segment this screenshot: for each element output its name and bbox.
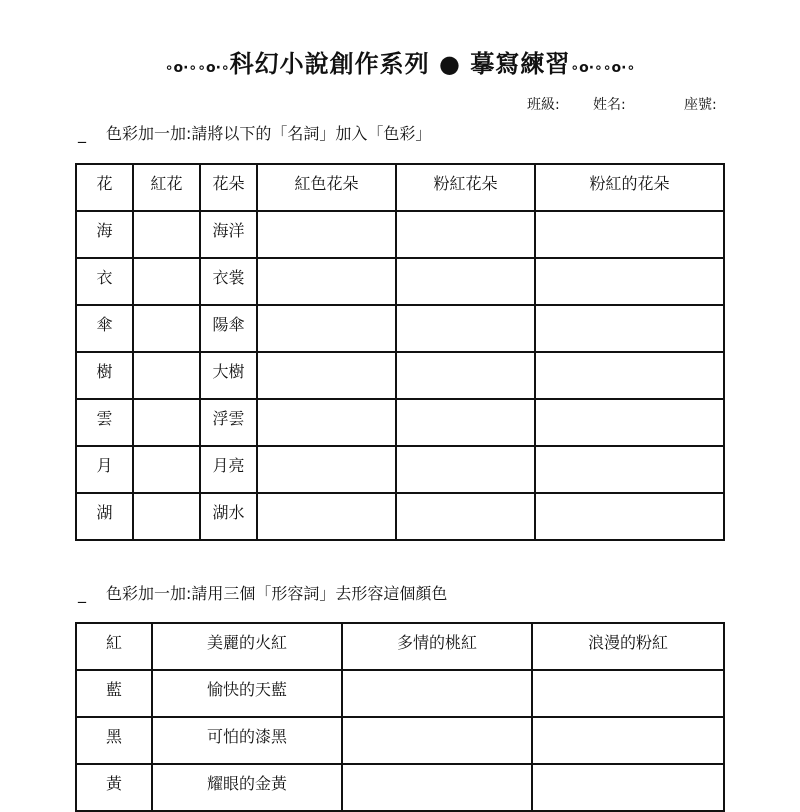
noun-table-cell[interactable] (535, 493, 724, 540)
page-title (0, 44, 800, 79)
noun-table-cell[interactable] (257, 446, 396, 493)
noun-table-cell: 粉紅花朵 (396, 164, 535, 211)
noun-table-cell: 陽傘 (200, 305, 257, 352)
adjective-table-cell: 可怕的漆黑 (152, 717, 342, 764)
noun-table-cell[interactable] (535, 399, 724, 446)
noun-table-cell: 海 (76, 211, 133, 258)
noun-table-cell: 傘 (76, 305, 133, 352)
noun-table-cell[interactable] (535, 446, 724, 493)
noun-table-cell: 花 (76, 164, 133, 211)
noun-table-cell: 紅花 (133, 164, 200, 211)
noun-table-row (76, 493, 724, 540)
noun-table-row (76, 164, 724, 211)
noun-table-cell: 浮雲 (200, 399, 257, 446)
noun-table-cell[interactable] (396, 352, 535, 399)
noun-table-cell[interactable] (535, 305, 724, 352)
noun-table-cell: 雲 (76, 399, 133, 446)
seat-label: 座號: (684, 97, 717, 113)
noun-table-cell[interactable] (396, 305, 535, 352)
noun-table-cell[interactable] (133, 446, 200, 493)
noun-table-cell: 衣 (76, 258, 133, 305)
adjective-table-cell: 美麗的火紅 (152, 623, 342, 670)
noun-table-cell[interactable] (535, 352, 724, 399)
noun-color-table (75, 163, 725, 541)
adjective-table-cell[interactable] (342, 717, 532, 764)
noun-table-cell: 花朵 (200, 164, 257, 211)
noun-table-row (76, 258, 724, 305)
noun-table-cell[interactable] (133, 258, 200, 305)
noun-table-cell[interactable] (133, 211, 200, 258)
noun-table-cell[interactable] (396, 258, 535, 305)
noun-table-cell: 湖 (76, 493, 133, 540)
noun-table-cell[interactable] (133, 399, 200, 446)
adjective-table-cell[interactable] (532, 717, 724, 764)
section2-heading (78, 581, 447, 604)
noun-table-cell[interactable] (396, 493, 535, 540)
noun-table-cell: 月亮 (200, 446, 257, 493)
noun-table-cell[interactable] (257, 399, 396, 446)
noun-table-row (76, 399, 724, 446)
adjective-table-cell[interactable] (532, 670, 724, 717)
noun-table-row (76, 211, 724, 258)
noun-table-cell[interactable] (257, 211, 396, 258)
section2-bullet: _ (78, 584, 86, 603)
adjective-table-cell: 紅 (76, 623, 152, 670)
adjective-table-cell: 藍 (76, 670, 152, 717)
section2-heading-text: 色彩加一加:請用三個「形容詞」去形容這個顏色 (106, 584, 448, 603)
adjective-table-cell: 愉快的天藍 (152, 670, 342, 717)
class-label: 班級: (527, 97, 560, 113)
adjective-table-cell[interactable] (342, 764, 532, 811)
adjective-table-row (76, 623, 724, 670)
title-decoration-right: ∘o·∘∘o·∘ (570, 60, 636, 76)
noun-table-cell[interactable] (133, 305, 200, 352)
adjective-table-cell[interactable] (342, 670, 532, 717)
noun-table-cell[interactable] (396, 211, 535, 258)
adjective-table-cell: 耀眼的金黃 (152, 764, 342, 811)
name-label: 姓名: (593, 97, 626, 113)
noun-table-cell: 粉紅的花朵 (535, 164, 724, 211)
title-decoration-left: ∘o·∘∘o·∘ (164, 60, 230, 76)
noun-table-cell: 衣裳 (200, 258, 257, 305)
noun-table-cell[interactable] (257, 352, 396, 399)
noun-table-cell[interactable] (535, 211, 724, 258)
noun-table-cell: 湖水 (200, 493, 257, 540)
section1-heading (78, 121, 431, 144)
noun-table-cell[interactable] (133, 493, 200, 540)
adjective-table-cell: 浪漫的粉紅 (532, 623, 724, 670)
noun-table-row (76, 352, 724, 399)
adjective-table-cell: 多情的桃紅 (342, 623, 532, 670)
adjective-table-row (76, 764, 724, 811)
noun-table-cell[interactable] (257, 493, 396, 540)
noun-table-cell[interactable] (133, 352, 200, 399)
noun-table-cell[interactable] (257, 305, 396, 352)
adjective-table-cell: 黃 (76, 764, 152, 811)
noun-table-cell[interactable] (535, 258, 724, 305)
adjective-color-table (75, 622, 725, 812)
noun-table-cell: 月 (76, 446, 133, 493)
adjective-table-row (76, 670, 724, 717)
noun-table-cell[interactable] (257, 258, 396, 305)
section1-heading-text: 色彩加一加:請將以下的「名詞」加入「色彩」 (106, 124, 432, 143)
section1-bullet: _ (78, 124, 86, 143)
title-text: 科幻小說創作系列 ● 摹寫練習 (229, 50, 571, 78)
noun-table-cell: 大樹 (200, 352, 257, 399)
noun-table-row (76, 305, 724, 352)
adjective-table-cell: 黑 (76, 717, 152, 764)
noun-table-cell: 樹 (76, 352, 133, 399)
noun-table-cell: 紅色花朵 (257, 164, 396, 211)
noun-table-cell[interactable] (396, 446, 535, 493)
noun-table-row (76, 446, 724, 493)
noun-table-cell: 海洋 (200, 211, 257, 258)
adjective-table-row (76, 717, 724, 764)
noun-table-cell[interactable] (396, 399, 535, 446)
adjective-table-cell[interactable] (532, 764, 724, 811)
